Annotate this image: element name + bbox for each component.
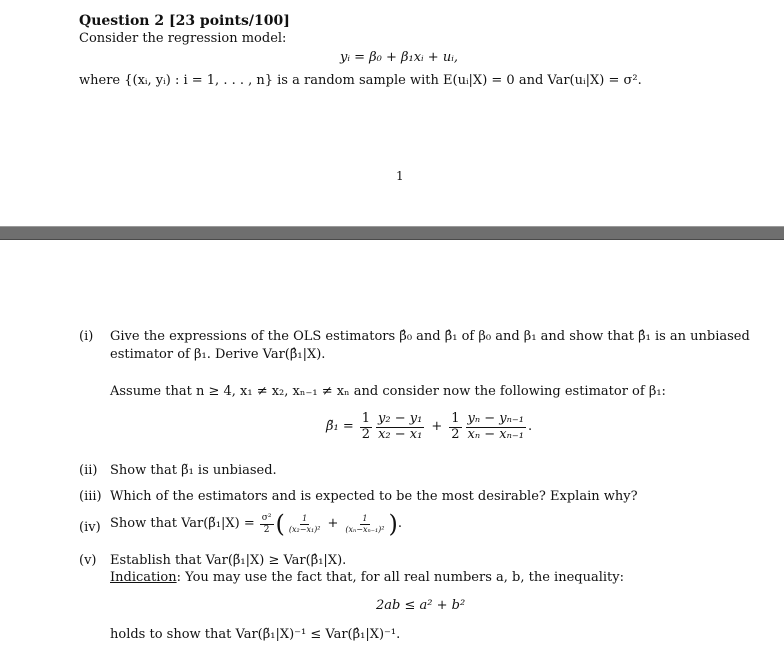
where-line: where {(xᵢ, yᵢ) : i = 1, . . . , n} is a random sample with E(uᵢ|X) = 0 and Var(uᵢ|X) = σ². — [79, 73, 642, 88]
estimator-end: . — [527, 419, 533, 435]
part-iii-label: (iii) — [79, 489, 102, 504]
iv-sigma-frac: $\frac{\text{σ²}}{2}$ — [261, 513, 272, 535]
part-iii-text: Which of the estimators and is expected to be the most desirable? Explain why? — [110, 489, 638, 504]
iv-frac2: $\frac{1}{\text{(xₙ−xₙ₋₁)²}}$ — [345, 514, 385, 534]
part-iv-prefix: Show that Var(β̃₁|X) = — [110, 515, 255, 531]
question-title: Question 2 [23 points/100] — [79, 13, 290, 29]
part-i-line1: Give the expressions of the OLS estimators β̂₀ and β̂₁ of β₀ and β₁ and show that β̂₁ is an unbiased — [110, 329, 750, 344]
model-equation: yᵢ = β₀ + β₁xᵢ + uᵢ, — [340, 50, 458, 65]
estimator-frac2: $\frac{\text{yₙ − yₙ₋₁}}{\text{xₙ − xₙ₋₁}}$ — [467, 411, 524, 442]
page-number: 1 — [396, 169, 404, 183]
part-v-text: Establish that Var(β̃₁|X) ≥ Var(β̂₁|X). — [110, 553, 347, 568]
part-iv-label: (iv) — [79, 520, 101, 535]
page-separator — [0, 226, 784, 240]
assume-text: Assume that n ≥ 4, x₁ ≠ x₂, xₙ₋₁ ≠ xₙ and consider now the following estimator of β₁: — [110, 384, 666, 399]
holds-text: holds to show that Var(β̃₁|X)⁻¹ ≤ Var(β̂₁|X)⁻¹. — [110, 627, 401, 642]
iv-left-paren: ( — [275, 510, 285, 538]
iv-right-paren: ) — [388, 510, 398, 538]
estimator-equation — [326, 412, 532, 443]
estimator-coef1: $\frac{1}{2}$ — [361, 411, 371, 442]
part-i-line2: estimator of β₁. Derive Var(β̂₁|X). — [110, 347, 326, 362]
inequality: 2ab ≤ a² + b² — [376, 598, 466, 613]
iv-end: . — [397, 515, 403, 531]
iv-frac1: $\frac{1}{\text{(x₂−x₁)²}}$ — [288, 514, 321, 534]
intro-text: Consider the regression model: — [79, 31, 287, 46]
part-v-label: (v) — [79, 553, 97, 568]
part-ii-label: (ii) — [79, 463, 98, 478]
indication-text: : You may use the fact that, for all real numbers a, b, the inequality: — [176, 570, 624, 585]
indication-line — [110, 570, 624, 586]
iv-plus: + — [327, 515, 339, 531]
part-i-label: (i) — [79, 329, 94, 344]
estimator-coef2: $\frac{1}{2}$ — [451, 411, 460, 442]
part-iv-equation — [110, 512, 402, 536]
indication-label: Indication — [110, 570, 177, 585]
part-ii-text: Show that β̃₁ is unbiased. — [110, 463, 277, 478]
estimator-lhs: β̃₁ = — [326, 419, 354, 435]
estimator-frac1: $\frac{\text{y₂ − y₁}}{\text{x₂ − x₁}}$ — [378, 411, 423, 442]
estimator-plus: + — [431, 419, 443, 435]
